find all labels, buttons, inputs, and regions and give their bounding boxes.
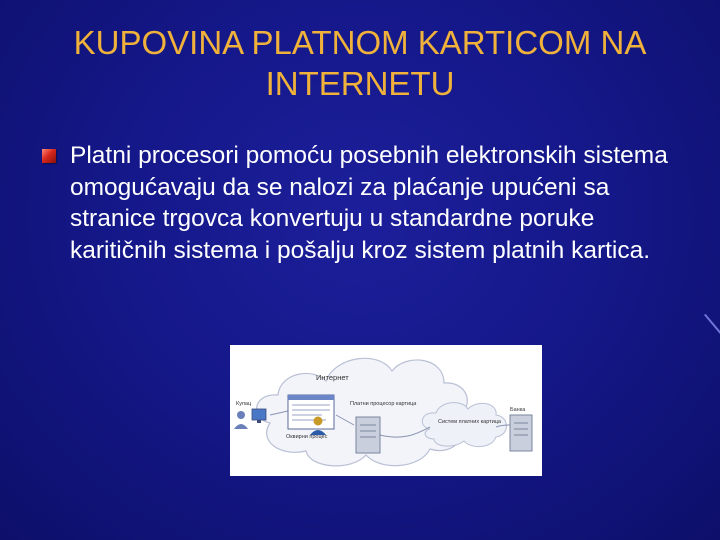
internet-label: Интернет [316, 373, 349, 382]
bullet-text: Platni procesori pomoću posebnih elektronskih sistema omogućavaju da se nalozi za plaćanje upućeni sa stranice trgovca konvertuju u standardne poruke karitičnih sistema i pošalju kroz sistem platnih kartica. [70, 142, 668, 264]
merchant-label: Оквирни процес [286, 434, 328, 440]
bank-server-icon [510, 415, 532, 451]
payment-diagram-svg [230, 345, 542, 476]
merchant-page-icon [288, 395, 334, 429]
card-system-label: Систем платних картица [438, 419, 501, 425]
processor-server-icon [356, 417, 380, 453]
payment-diagram [230, 345, 542, 476]
processor-label: Платни процесор картица [350, 401, 417, 407]
bullet-square-icon [42, 149, 56, 163]
slide-title: KUPOVINA PLATNOM KARTICOM NA INTERNETU [73, 24, 647, 102]
buyer-icon [234, 409, 266, 429]
decorative-line [704, 314, 720, 335]
bank-label: Банка [510, 407, 526, 413]
buyer-label: Купац [236, 401, 252, 407]
